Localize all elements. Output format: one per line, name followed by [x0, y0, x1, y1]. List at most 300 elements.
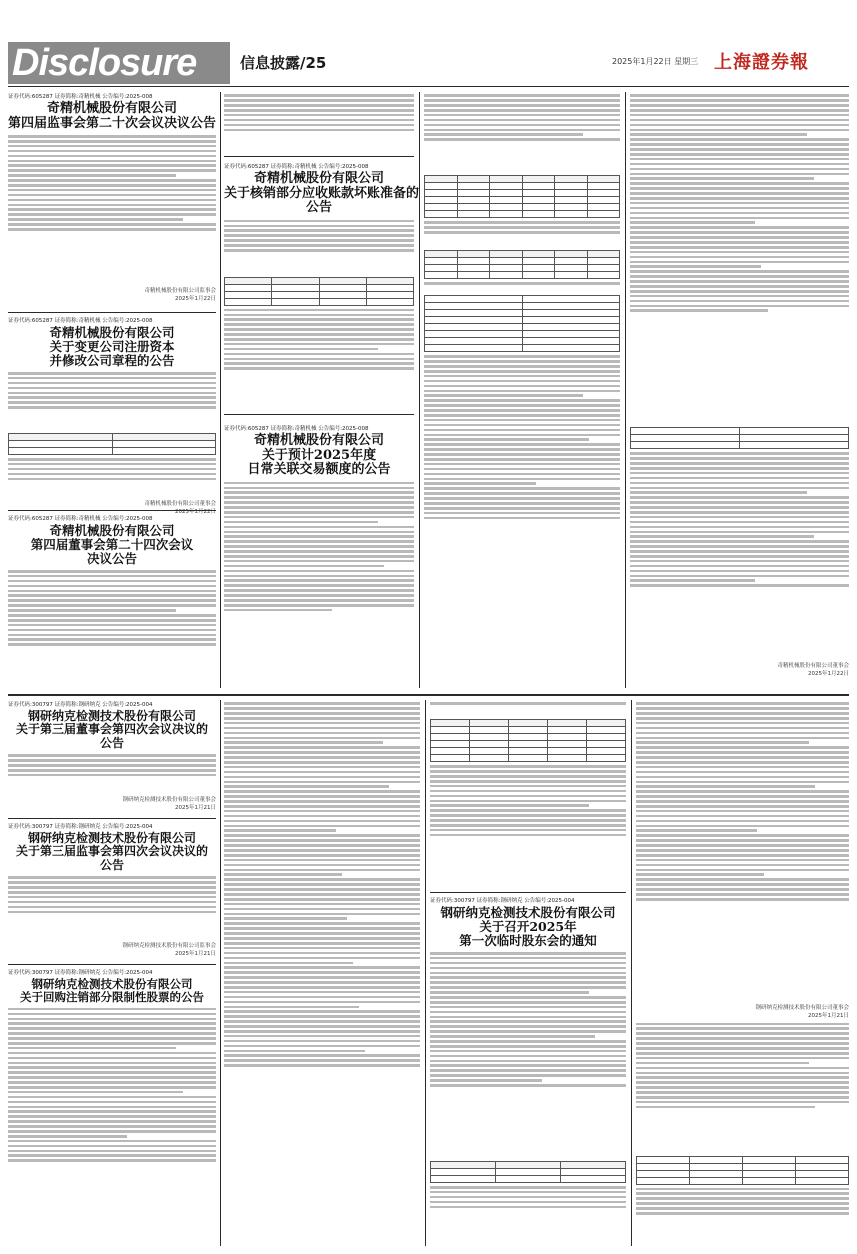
text-line [636, 1197, 849, 1200]
signoff-org: 钢研纳克检测技术股份有限公司董事会 [122, 797, 216, 804]
text-line [430, 814, 626, 817]
text-line [636, 888, 849, 891]
text-line [630, 119, 849, 122]
text-line [224, 318, 414, 321]
text-line [636, 815, 849, 818]
text-line [8, 1159, 216, 1162]
text-line [636, 1072, 849, 1075]
text-line [636, 1081, 849, 1084]
notice-gyn-share-buyback [8, 968, 216, 1246]
text-line [636, 898, 849, 901]
text-line [630, 173, 849, 176]
text-line [430, 1025, 626, 1028]
text-line [636, 712, 849, 715]
text-line [636, 702, 849, 705]
notice-code-line: 证券代码:300797 证券简称:钢研纳克 公告编号:2025-004 [430, 898, 575, 904]
continuation-text [424, 282, 620, 292]
text-line [424, 458, 620, 461]
text-line [224, 244, 414, 247]
notice-title [8, 102, 216, 131]
notice-gyn-shareholder-meeting [430, 896, 626, 1246]
text-line [8, 609, 176, 612]
text-line [8, 1027, 216, 1030]
table-row [631, 442, 849, 449]
text-line [424, 478, 620, 481]
notice-title-line-1: 奇精机械股份有限公司 [46, 101, 177, 116]
text-line [430, 952, 626, 955]
text-line [636, 1067, 849, 1070]
text-line [630, 309, 768, 312]
text-line [8, 179, 216, 182]
text-line [224, 883, 420, 886]
table-row [431, 734, 626, 741]
buyback-continuation-column [224, 700, 420, 1246]
text-line [224, 1040, 420, 1043]
text-line [224, 746, 420, 749]
continuation-text [430, 702, 626, 716]
signoff-date: 2025年1月21日 [175, 805, 216, 812]
text-line [636, 1207, 849, 1210]
text-line [224, 790, 420, 793]
text-line [430, 1055, 626, 1058]
text-line [8, 1130, 216, 1133]
text-line [630, 256, 849, 259]
notice-title-line-1: 奇精机械股份有限公司 [253, 433, 384, 448]
text-line [8, 1052, 216, 1055]
notice-code-line: 证券代码:605287 证券简称:奇精机械 公告编号:2025-008 [224, 164, 369, 170]
text-line [430, 967, 626, 970]
text-line [630, 285, 849, 288]
text-line [430, 765, 626, 768]
text-line [636, 766, 849, 769]
text-line [630, 202, 849, 205]
text-line [636, 741, 809, 744]
notice-title [224, 171, 420, 216]
text-line [224, 1030, 420, 1033]
text-line [430, 1006, 626, 1009]
text-line [630, 467, 849, 470]
text-line [8, 876, 216, 879]
text-line [224, 942, 420, 945]
text-line [424, 463, 620, 466]
text-line [630, 197, 849, 200]
writeoff-table [224, 277, 414, 306]
table-row [225, 291, 414, 298]
text-line [224, 594, 414, 597]
text-line [430, 1201, 626, 1204]
text-line [430, 957, 626, 960]
text-line [630, 99, 849, 102]
text-line [630, 168, 849, 171]
text-line [224, 864, 420, 867]
text-line [224, 1010, 420, 1013]
notice-title-line-2: 关于核销部分应收账款坏账准备的 [224, 185, 420, 201]
table-row [631, 435, 849, 442]
text-line [630, 212, 849, 215]
text-line [636, 1057, 849, 1060]
text-line [224, 575, 414, 578]
text-line [224, 815, 420, 818]
text-line [8, 1066, 216, 1069]
text-line [224, 234, 414, 237]
masthead [8, 42, 849, 84]
text-line [630, 300, 849, 303]
notice-title [8, 710, 216, 750]
column-rule [625, 92, 626, 688]
text-line [224, 124, 414, 127]
notice-title-line-1: 钢研纳克检测技术股份有限公司 [440, 905, 616, 920]
text-line [8, 204, 216, 207]
table-row [9, 441, 216, 448]
text-line [636, 1042, 849, 1045]
text-line [630, 535, 814, 538]
notice-body [8, 372, 216, 430]
text-line [8, 638, 216, 641]
text-line [224, 1050, 365, 1053]
text-line [630, 241, 849, 244]
text-line [636, 781, 849, 784]
text-line [224, 540, 414, 543]
text-line [224, 702, 420, 705]
text-line [224, 129, 414, 132]
text-line [636, 1091, 849, 1094]
text-line [630, 261, 849, 264]
text-line [8, 1018, 216, 1021]
proxy-form-text [636, 1023, 849, 1153]
text-line [424, 99, 620, 102]
text-line [8, 1076, 216, 1079]
text-line [224, 104, 414, 107]
text-line [630, 217, 849, 220]
text-line [224, 825, 420, 828]
text-line [224, 579, 414, 582]
divider [430, 892, 626, 893]
notice-title [8, 326, 216, 368]
text-line [430, 1060, 626, 1063]
text-line [224, 971, 420, 974]
text-line [424, 414, 620, 417]
signoff-org: 奇精机械股份有限公司董事会 [144, 501, 216, 507]
text-line [630, 457, 849, 460]
text-line [8, 382, 216, 385]
notice-code-line: 证券代码:605287 证券简称:奇精机械 公告编号:2025-008 [8, 516, 153, 522]
text-line [224, 584, 414, 587]
text-line [224, 309, 414, 312]
text-line [424, 507, 620, 510]
text-line [224, 849, 420, 852]
text-line [630, 575, 849, 578]
text-line [636, 873, 764, 876]
text-line [636, 839, 849, 842]
text-line [636, 1086, 849, 1089]
text-line [8, 754, 216, 757]
text-line [630, 236, 849, 239]
text-line [430, 780, 626, 783]
text-line [630, 231, 849, 234]
notice-title-line-3: 公告 [99, 857, 124, 872]
notice-title-line-3: 并修改公司章程的公告 [49, 353, 175, 368]
text-line [636, 1188, 849, 1191]
text-line [636, 800, 849, 803]
table-row [425, 345, 620, 352]
text-line [8, 1013, 216, 1016]
text-line [8, 174, 176, 177]
text-line [224, 873, 342, 876]
text-line [424, 443, 620, 446]
notice-title [8, 524, 216, 566]
notice-board-meeting [8, 514, 216, 688]
text-line [424, 226, 620, 229]
text-line [224, 839, 420, 842]
text-line [636, 1023, 849, 1026]
text-line [8, 769, 216, 772]
table-row [431, 1176, 626, 1183]
text-line [8, 614, 216, 617]
text-line [8, 886, 216, 889]
text-line [8, 764, 216, 767]
text-line [630, 133, 807, 136]
notice-title-line-2: 关于回购注销部分限制性股票的公告 [20, 989, 204, 1004]
text-line [224, 888, 420, 891]
newspaper-logo: 上海證券報 [714, 52, 809, 73]
text-line [630, 246, 849, 249]
text-line [224, 1025, 420, 1028]
text-line [424, 282, 620, 285]
text-line [630, 477, 849, 480]
text-line [636, 849, 849, 852]
text-line [630, 158, 849, 161]
text-line [430, 809, 626, 812]
notice-title-line-3: 日常关联交易额度的公告 [247, 462, 391, 478]
signoff-org: 奇精机械股份有限公司董事会 [777, 663, 849, 670]
continuation-text [630, 94, 849, 424]
text-line [8, 228, 216, 231]
text-line [430, 1035, 595, 1038]
text-line [224, 555, 414, 558]
text-line [630, 452, 849, 455]
text-line [430, 770, 626, 773]
text-line [430, 1020, 626, 1023]
text-line [630, 275, 849, 278]
text-line [224, 1006, 359, 1009]
text-line [424, 399, 620, 402]
text-line [8, 223, 216, 226]
text-line [8, 911, 216, 914]
text-line [8, 629, 216, 632]
text-line [430, 785, 626, 788]
text-line [224, 922, 420, 925]
text-line [224, 859, 420, 862]
text-line [630, 270, 849, 273]
text-line [224, 785, 389, 788]
text-line [636, 834, 849, 837]
text-line [430, 1001, 626, 1004]
text-line [224, 501, 414, 504]
text-line [224, 328, 414, 331]
notice-code-line: 证券代码:605287 证券简称:奇精机械 公告编号:2025-008 [8, 318, 153, 324]
text-line [630, 496, 849, 499]
text-line [630, 295, 849, 298]
related-party-estimate-table [424, 175, 620, 218]
text-line [8, 468, 216, 471]
notice-body-continued [224, 309, 414, 405]
text-line [636, 717, 849, 720]
text-line [630, 560, 849, 563]
text-line [430, 962, 626, 965]
continuation-text [636, 702, 849, 1002]
text-line [224, 1054, 420, 1057]
text-line [224, 810, 420, 813]
notice-title [8, 832, 216, 872]
text-line [224, 1035, 420, 1038]
text-line [224, 94, 414, 97]
divider [8, 818, 216, 819]
notice-signoff [630, 662, 849, 678]
column-rule [631, 700, 632, 1246]
text-line [8, 1057, 216, 1060]
text-line [8, 896, 216, 899]
text-line [430, 829, 626, 832]
text-line [424, 453, 620, 456]
text-line [224, 854, 420, 857]
text-line [8, 396, 216, 399]
text-line [224, 249, 414, 252]
table-row [637, 1177, 849, 1184]
text-line [8, 1086, 216, 1089]
text-line [224, 976, 420, 979]
text-line [430, 804, 589, 807]
text-line [636, 859, 849, 862]
text-line [8, 594, 216, 597]
meeting-continuation-column [636, 700, 849, 1246]
text-line [424, 409, 620, 412]
text-line [224, 913, 420, 916]
text-line [224, 751, 420, 754]
text-line [224, 362, 414, 365]
text-line [424, 370, 620, 373]
text-line [424, 221, 620, 224]
text-line [8, 624, 216, 627]
signoff-org: 钢研纳克检测技术股份有限公司监事会 [122, 943, 216, 950]
prior-year-transactions-table [424, 250, 620, 279]
table-row [425, 296, 620, 303]
signoff-date: 2025年1月22日 [175, 296, 216, 303]
text-line [224, 741, 383, 744]
text-line [430, 976, 626, 979]
text-line [636, 1212, 849, 1215]
notice-title [8, 978, 216, 1004]
notice-registered-capital [8, 316, 216, 515]
text-line [224, 323, 414, 326]
table-row [631, 428, 849, 435]
text-line [430, 1016, 626, 1019]
notice-title [430, 906, 626, 948]
table-row [431, 727, 626, 734]
text-line [224, 903, 420, 906]
text-line [8, 1047, 176, 1050]
text-line [430, 1186, 626, 1189]
text-line [630, 521, 849, 524]
signoff-org: 奇精机械股份有限公司监事会 [144, 288, 216, 295]
table-row [425, 258, 620, 265]
text-line [430, 775, 626, 778]
text-line [8, 213, 216, 216]
text-line [224, 737, 420, 740]
continuation-text [630, 452, 849, 660]
text-line [636, 795, 849, 798]
text-line [636, 883, 849, 886]
text-line [224, 526, 414, 529]
text-line [630, 163, 849, 166]
issue-date: 2025年1月22日 星期三 [612, 57, 699, 66]
table-row [425, 338, 620, 345]
signoff-org: 钢研纳克检测技术股份有限公司董事会 [755, 1005, 849, 1012]
text-line [630, 148, 849, 151]
text-line [630, 129, 849, 132]
notice-title-line-2: 关于预计2025年度 [261, 447, 377, 463]
text-line [424, 231, 620, 234]
text-line [424, 129, 620, 132]
text-line [224, 589, 414, 592]
text-line [630, 555, 849, 558]
text-line [630, 565, 849, 568]
text-line [224, 805, 420, 808]
notice-title-line-1: 钢研纳克检测技术股份有限公司 [27, 709, 196, 723]
section-banner: Disclosure [8, 42, 230, 84]
text-line [224, 565, 384, 568]
text-line [224, 496, 414, 499]
text-line [224, 991, 420, 994]
section-separator [8, 694, 849, 696]
text-line [8, 135, 216, 138]
text-line [8, 199, 216, 202]
table-row [225, 298, 414, 305]
continuation-text [424, 221, 620, 247]
text-line [430, 1011, 626, 1014]
table-row [425, 190, 620, 197]
text-line [8, 634, 216, 637]
text-line [424, 360, 620, 363]
text-line [636, 1047, 849, 1050]
text-line [224, 707, 420, 710]
text-line [8, 599, 216, 602]
text-line [224, 722, 420, 725]
text-line [430, 981, 626, 984]
divider [8, 312, 216, 313]
text-line [630, 114, 849, 117]
notice-title-line-1: 奇精机械股份有限公司 [253, 171, 384, 186]
notice-title-line-3: 第一次临时股东会的通知 [459, 933, 597, 948]
text-line [8, 1101, 216, 1104]
text-line [636, 820, 849, 823]
column-rule [220, 700, 221, 1246]
notice-bad-debt-writeoff [224, 162, 420, 412]
text-line [636, 1202, 849, 1205]
text-line [224, 756, 420, 759]
text-line [430, 1064, 626, 1067]
share-structure-table [430, 719, 626, 762]
text-line [630, 138, 849, 141]
notice-title-line-2: 关于召开2025年 [479, 919, 577, 934]
notice-title [224, 434, 414, 478]
text-line [8, 184, 216, 187]
text-line [8, 1037, 216, 1040]
text-line [224, 1001, 420, 1004]
text-line [8, 575, 216, 578]
text-line [8, 377, 216, 380]
text-line [630, 124, 849, 127]
notice-body [430, 952, 626, 1158]
